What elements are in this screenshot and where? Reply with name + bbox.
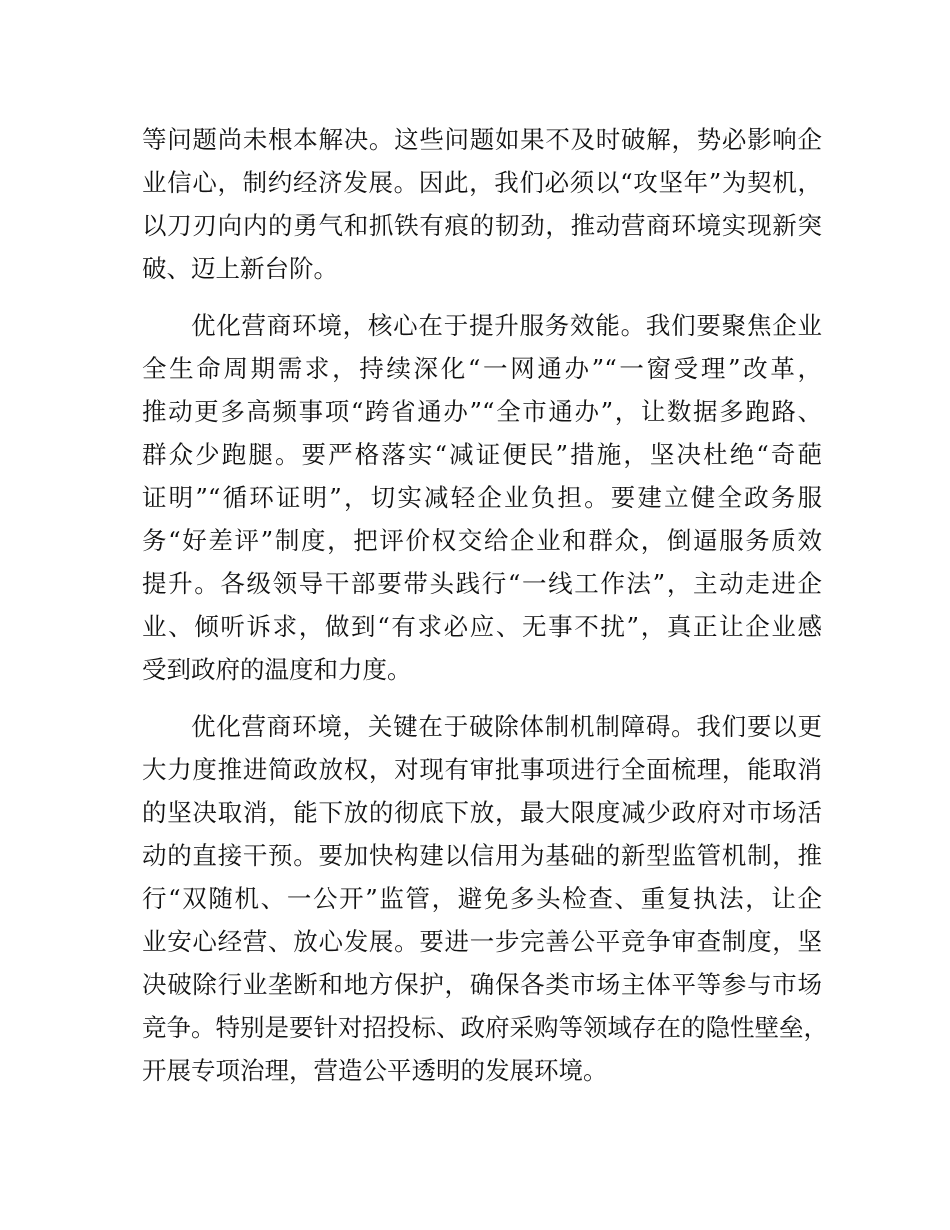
text-line: 优化营商环境，核心在于提升服务效能。我们要聚焦企业: [191, 311, 822, 340]
text-line: 以刀刃向内的勇气和抓铁有痕的韧劲，推动营商环境实现新突: [142, 211, 822, 240]
text-line: 破、迈上新台阶。: [142, 254, 338, 283]
text-line: 群众少跑腿。要严格落实“减证便民”措施，坚决杜绝“奇葩: [142, 440, 822, 469]
text-line: 全生命周期需求，持续深化“一网通办”“一窗受理”改革，: [142, 354, 822, 383]
document-body: [142, 118, 828, 1106]
text-line: 竞争。特别是要针对招投标、政府采购等领域存在的隐性壁垒，: [142, 1013, 828, 1042]
text-line: 的坚决取消，能下放的彻底下放，最大限度减少政府对市场活: [142, 798, 822, 827]
text-line: 务“好差评”制度，把评价权交给企业和群众，倒逼服务质效: [142, 526, 822, 555]
text-line: 提升。各级领导干部要带头践行“一线工作法”，主动走进企: [142, 569, 822, 598]
text-line: 业安心经营、放心发展。要进一步完善公平竞争审查制度，坚: [142, 927, 822, 956]
paragraph-3: [142, 705, 828, 1092]
text-line: 业信心，制约经济发展。因此，我们必须以“攻坚年”为契机，: [142, 168, 822, 197]
paragraph-2: [142, 304, 822, 691]
paragraph-1: [142, 118, 822, 290]
text-line: 决破除行业垄断和地方保护，确保各类市场主体平等参与市场: [142, 970, 822, 999]
text-line: 业、倾听诉求，做到“有求必应、无事不扰”，真正让企业感: [142, 612, 822, 641]
text-line: 推动更多高频事项“跨省通办”“全市通办”，让数据多跑路、: [142, 397, 822, 426]
text-line: 动的直接干预。要加快构建以信用为基础的新型监管机制，推: [142, 841, 822, 870]
text-line: 大力度推进简政放权，对现有审批事项进行全面梳理，能取消: [142, 755, 822, 784]
text-line: 优化营商环境，关键在于破除体制机制障碍。我们要以更: [191, 712, 822, 741]
text-line: 等问题尚未根本解决。这些问题如果不及时破解，势必影响企: [142, 125, 822, 154]
text-line: 行“双随机、一公开”监管，避免多头检查、重复执法，让企: [142, 884, 822, 913]
text-line: 证明”“循环证明”，切实减轻企业负担。要建立健全政务服: [142, 483, 822, 512]
text-line: 开展专项治理，营造公平透明的发展环境。: [142, 1056, 608, 1085]
text-line: 受到政府的温度和力度。: [142, 655, 412, 684]
